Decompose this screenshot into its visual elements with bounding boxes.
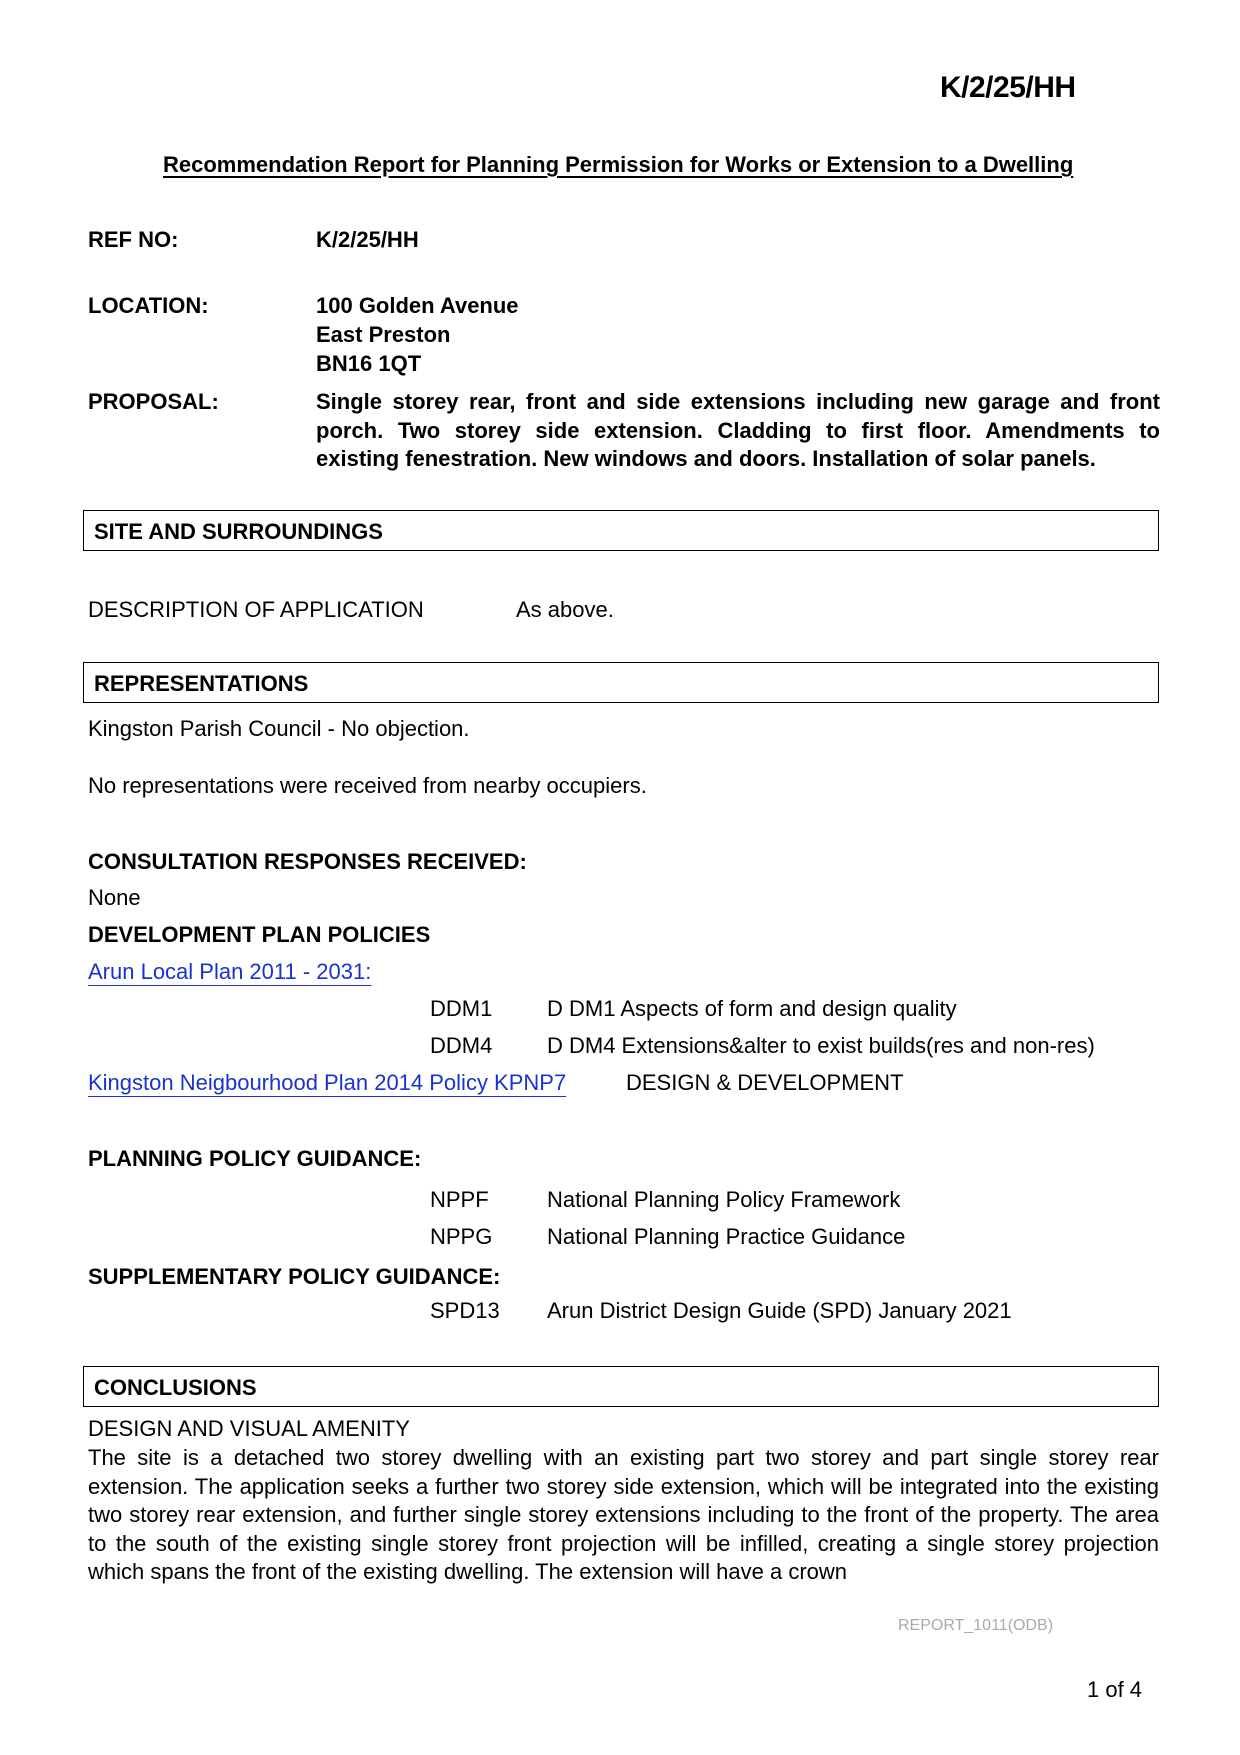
policy-description: D DM1 Aspects of form and design quality <box>547 996 957 1021</box>
conclusions-subheading: DESIGN AND VISUAL AMENITY <box>88 1416 410 1441</box>
occupiers-response: No representations were received from nearby occupiers. <box>88 773 647 798</box>
policy-description: D DM4 Extensions&alter to exist builds(res and non-res) <box>547 1033 1095 1058</box>
guidance-description: National Planning Policy Framework <box>547 1187 901 1212</box>
header-reference: K/2/25/HH <box>940 71 1076 104</box>
consultation-value: None <box>88 885 141 910</box>
neighbourhood-plan-description: DESIGN & DEVELOPMENT <box>626 1070 904 1095</box>
guidance-description: Arun District Design Guide (SPD) January 2021 <box>547 1298 1012 1323</box>
neighbourhood-plan-link[interactable]: Kingston Neigbourhood Plan 2014 Policy KPNP7 <box>88 1070 567 1095</box>
guidance-code: NPPF <box>430 1187 489 1212</box>
ref-value: K/2/25/HH <box>316 227 419 252</box>
guidance-code: SPD13 <box>430 1298 500 1323</box>
local-plan-link[interactable]: Arun Local Plan 2011 - 2031: <box>88 959 372 984</box>
proposal-label: PROPOSAL: <box>88 389 219 414</box>
location-line: BN16 1QT <box>316 351 422 376</box>
ref-label: REF NO: <box>88 227 179 252</box>
report-code: REPORT_1011(ODB) <box>898 1617 1054 1634</box>
location-line: 100 Golden Avenue <box>316 293 519 318</box>
section-heading: REPRESENTATIONS <box>94 671 309 696</box>
description-label: DESCRIPTION OF APPLICATION <box>88 597 424 622</box>
site-section-header <box>83 510 1159 551</box>
representations-section-header <box>83 662 1159 703</box>
page-title: Recommendation Report for Planning Permission for Works or Extension to a Dwelling <box>163 152 1074 177</box>
guidance-description: National Planning Practice Guidance <box>547 1224 906 1249</box>
supplementary-guidance-heading: SUPPLEMENTARY POLICY GUIDANCE: <box>88 1264 501 1289</box>
planning-guidance-heading: PLANNING POLICY GUIDANCE: <box>88 1146 422 1171</box>
section-heading: SITE AND SURROUNDINGS <box>94 519 383 544</box>
conclusions-section-header <box>83 1366 1159 1407</box>
location-label: LOCATION: <box>88 293 209 318</box>
policy-code: DDM1 <box>430 996 493 1021</box>
description-value: As above. <box>516 597 614 622</box>
policy-code: DDM4 <box>430 1033 493 1058</box>
consultation-heading: CONSULTATION RESPONSES RECEIVED: <box>88 849 527 874</box>
page-number: 1 of 4 <box>1087 1677 1143 1702</box>
proposal-text: Single storey rear, front and side extensions including new garage and front porch. Two storey side extension. Cladding to first floor. Amendments to existing fenestration. New windows and doors. Installation of solar panels. <box>316 389 1160 471</box>
development-plan-heading: DEVELOPMENT PLAN POLICIES <box>88 922 431 947</box>
conclusions-paragraph: The site is a detached two storey dwelling with an existing part two storey and part single storey rear extension. The application seeks a further two storey side extension, which will be integrated into the existing two storey rear extension, and further single storey extensions including to the front of the property. The area to the south of the existing single storey front projection will be infilled, creating a single storey projection which spans the front of the existing dwelling. The extension will have a crown <box>88 1445 1159 1584</box>
section-heading: CONCLUSIONS <box>94 1375 257 1400</box>
guidance-code: NPPG <box>430 1224 493 1249</box>
parish-council-response: Kingston Parish Council - No objection. <box>88 716 470 741</box>
location-line: East Preston <box>316 322 451 347</box>
